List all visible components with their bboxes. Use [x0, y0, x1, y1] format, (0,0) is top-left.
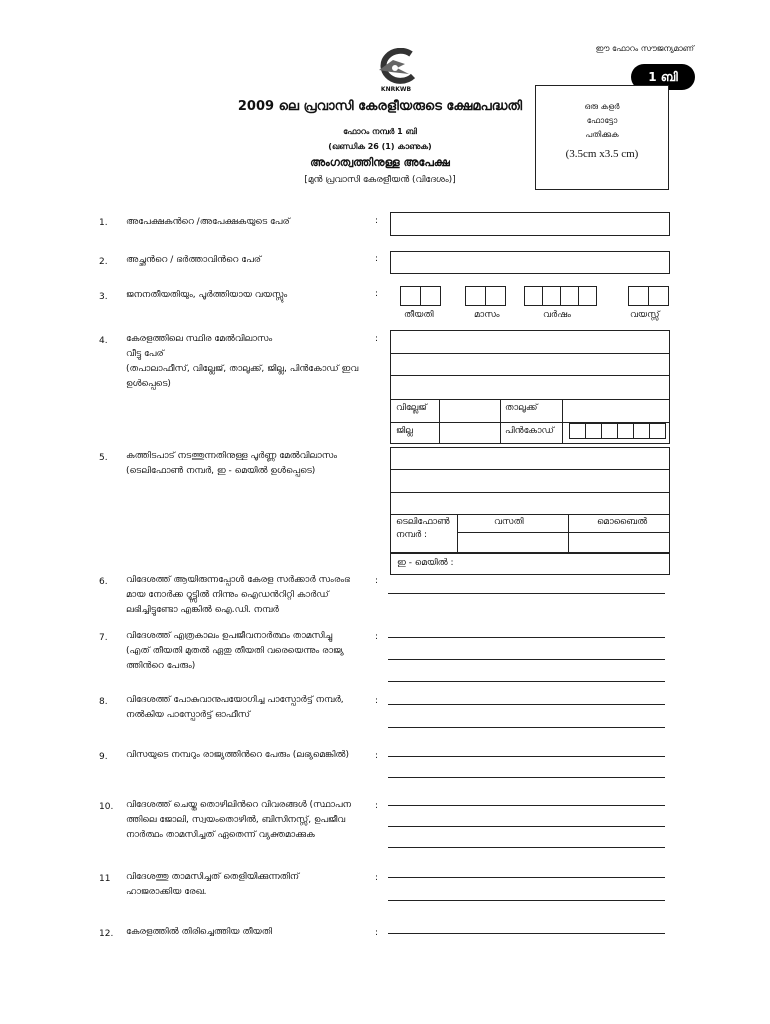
stay-duration-line[interactable]: [388, 659, 665, 660]
dob-year-label: വര്‍ഷം: [543, 310, 571, 320]
dob-date-label: തീയതി: [404, 310, 434, 320]
field-8-label-line-2: നല്‍കിയ പാസ്പോര്‍ട്ട് ഓഫീസ്: [126, 710, 251, 720]
field-11-label-line-2: ഹാജരാക്കിയ രേഖ.: [126, 887, 207, 897]
field-10-colon: :: [375, 801, 379, 811]
comm-address-line-input[interactable]: [391, 448, 669, 468]
dob-date-digit-1[interactable]: [400, 286, 421, 306]
house-name-input[interactable]: [391, 331, 669, 352]
dob-month-label: മാസം: [474, 310, 500, 320]
pincode-digit-4[interactable]: [617, 423, 634, 439]
field-12-label: കേരളത്തില്‍ തിരിച്ചെത്തിയ തീയതി: [126, 927, 272, 937]
pincode-digit-1[interactable]: [569, 423, 586, 439]
stay-duration-line[interactable]: [388, 681, 665, 682]
dob-date-digit-2[interactable]: [420, 286, 441, 306]
address-line-input[interactable]: [391, 353, 669, 374]
form-title: 2009 ലെ പ്രവാസി കേരളീയരുടെ ക്ഷേമപദ്ധതി: [237, 99, 523, 114]
field-3-label: ജനനതീയതിയും, പൂര്‍ത്തിയായ വയസ്സും: [126, 290, 288, 300]
mobile-label: മൊബൈല്‍: [597, 517, 648, 527]
applicant-name-input[interactable]: [390, 212, 670, 236]
photo-box[interactable]: [535, 85, 669, 190]
pincode-digit-3[interactable]: [601, 423, 618, 439]
age-digit-2[interactable]: [648, 286, 669, 306]
field-12-number: 12.: [99, 929, 114, 939]
field-4-label-line-4: ഉള്‍പ്പെടെ): [126, 379, 171, 389]
photo-size: (3.5cm x3.5 cm): [565, 148, 639, 160]
pincode-digit-5[interactable]: [633, 423, 650, 439]
taluk-label: താലൂക്ക്: [505, 403, 538, 413]
photo-instruction-2: ഫോട്ടോ: [586, 116, 618, 125]
field-11-colon: :: [375, 873, 379, 883]
field-11-number: 11: [99, 874, 111, 884]
divider: [439, 399, 440, 443]
field-8-label-line-1: വിദേശത്ത് പോകുവാനുപയോഗിച്ച പാസ്പോര്‍ട്ട് നമ്പര്‍,: [126, 695, 344, 705]
residence-phone-input[interactable]: [459, 533, 567, 551]
field-10-label-line-2: ത്തിലെ ജോലി, സ്വയംതൊഴില്‍, ബിസിനസ്സ്, ഉപജീവ: [126, 815, 346, 825]
dob-month-digit-1[interactable]: [465, 286, 486, 306]
comm-address-line-input[interactable]: [391, 492, 669, 513]
field-2-colon: :: [375, 254, 379, 264]
pincode-digit-2[interactable]: [585, 423, 602, 439]
field-3-colon: :: [375, 289, 379, 299]
logo-emblem-icon: [371, 48, 421, 84]
field-6-number: 6.: [99, 577, 108, 587]
comm-address-line-input[interactable]: [391, 469, 669, 491]
return-date-line[interactable]: [388, 933, 665, 934]
field-9-colon: :: [375, 751, 379, 761]
field-5-label-line-1: കത്തിടപാട് നടത്തുന്നതിനുള്ള പൂര്‍ണ്ണ മേല്‍വിലാസം: [126, 451, 338, 461]
field-5-number: 5.: [99, 453, 108, 463]
field-4-label-line-3: (തപാലാഫീസ്, വില്ലേജ്, താലൂക്ക്, ജില്ല, പിന്‍കോഡ് ഇവ: [126, 364, 359, 374]
job-details-line[interactable]: [388, 805, 665, 806]
rule-reference: (ഖണ്ഡിക 26 (1) കാണുക): [328, 142, 432, 151]
taluk-input[interactable]: [564, 400, 668, 420]
field-8-number: 8.: [99, 697, 108, 707]
logo-text: KNRKWB: [380, 86, 412, 93]
field-9-number: 9.: [99, 752, 108, 762]
form-subtitle: അംഗത്വത്തിനുള്ള അപേക്ഷ: [310, 156, 450, 169]
field-1-number: 1.: [99, 218, 108, 228]
field-7-colon: :: [375, 632, 379, 642]
field-7-label-line-2: (എത് തീയതി മുതല്‍ ഏതു തീയതി വരെയെന്നും രാജ്യ: [126, 646, 344, 656]
field-11-label-line-1: വിദേശത്തു താമസിച്ചത് തെളിയിക്കുന്നതിന്: [126, 872, 300, 882]
stay-duration-line[interactable]: [388, 637, 665, 638]
field-7-label-line-3: ത്തിന്‍റെ പേരും): [126, 661, 196, 671]
divider: [457, 514, 458, 552]
divider: [562, 399, 563, 443]
visa-line[interactable]: [388, 777, 665, 778]
visa-line[interactable]: [388, 756, 665, 757]
proof-document-line[interactable]: [388, 877, 665, 878]
field-10-label-line-3: നാര്‍ത്ഥം താമസിച്ചത് ഏതെന്ന് വ്യക്തമാക്കുക: [126, 830, 315, 840]
id-number-line[interactable]: [388, 593, 665, 594]
field-7-label-line-1: വിദേശത്ത് എത്രകാലം ഉപജീവനാര്‍ത്ഥം താമസിച്ചു: [126, 631, 333, 641]
dob-month-digit-2[interactable]: [485, 286, 506, 306]
job-details-line[interactable]: [388, 826, 665, 827]
field-6-colon: :: [375, 576, 379, 586]
age-digit-1[interactable]: [628, 286, 649, 306]
father-husband-name-input[interactable]: [390, 251, 670, 274]
field-7-number: 7.: [99, 633, 108, 643]
photo-instruction-3: പതിക്കുക: [585, 130, 619, 139]
passport-line[interactable]: [388, 704, 665, 705]
field-8-colon: :: [375, 696, 379, 706]
district-input[interactable]: [441, 422, 499, 442]
field-10-label-line-1: വിദേശത്ത് ചെയ്ത തൊഴിലിന്‍റെ വിവരങ്ങള്‍ (സ്ഥാപന: [126, 800, 351, 810]
field-1-label: അപേക്ഷകന്‍റെ /അപേക്ഷകയുടെ പേര്: [126, 217, 290, 227]
divider: [500, 399, 501, 443]
field-3-number: 3.: [99, 292, 108, 302]
pincode-digit-6[interactable]: [649, 423, 666, 439]
form-number: ഫോറം നമ്പര്‍ 1 ബി: [343, 127, 417, 136]
address-line-input[interactable]: [391, 375, 669, 397]
field-5-label-line-2: (ടെലിഫോണ്‍ നമ്പര്‍, ഇ - മെയില്‍ ഉള്‍പ്പെടെ): [126, 466, 316, 476]
phone-label-line-2: നമ്പര്‍ :: [396, 530, 428, 540]
field-1-colon: :: [375, 216, 379, 226]
photo-instruction-1: ഒരു കളര്‍: [584, 102, 620, 111]
courtesy-note: ഈ ഫോറം സൗജന്യമാണ്: [595, 44, 694, 53]
village-label: വില്ലേജ്: [396, 403, 427, 413]
job-details-line[interactable]: [388, 847, 665, 848]
field-4-number: 4.: [99, 336, 108, 346]
field-9-label: വിസയുടെ നമ്പറും രാജ്യത്തിന്‍റെ പേരും (ലഭ്യമെങ്കില്‍): [126, 750, 349, 760]
pincode-label: പിന്‍കോഡ്: [505, 426, 554, 436]
field-4-colon: :: [375, 334, 379, 344]
field-12-colon: :: [375, 928, 379, 938]
dob-year-digit-1[interactable]: [524, 286, 543, 306]
form-badge: 1 ബി: [631, 64, 695, 90]
field-2-number: 2.: [99, 257, 108, 267]
field-4-label-line-2: വീട്ടു പേര്: [126, 349, 164, 359]
logo: [371, 48, 421, 93]
district-label: ജില്ല: [396, 426, 413, 436]
mobile-input[interactable]: [570, 533, 668, 551]
dob-year-digit-3[interactable]: [560, 286, 579, 306]
address-divider: [391, 514, 669, 515]
field-2-label: അച്ഛന്‍റെ / ഭര്‍ത്താവിന്‍റെ പേര്: [126, 255, 262, 265]
age-label: വയസ്സ്: [630, 310, 660, 320]
proof-document-line[interactable]: [388, 900, 665, 901]
field-4-label-line-1: കേരളത്തിലെ സ്ഥിര മേല്‍വിലാസം: [126, 334, 273, 344]
phone-label-line-1: ടെലിഫോണ്‍: [396, 517, 450, 527]
dob-year-digit-2[interactable]: [542, 286, 561, 306]
divider: [568, 514, 569, 552]
village-input[interactable]: [441, 400, 499, 420]
email-input[interactable]: [390, 553, 670, 575]
dob-year-digit-4[interactable]: [578, 286, 597, 306]
field-6-label-line-3: ലഭിച്ചിട്ടുണ്ടോ എങ്കില്‍ ഐ.ഡി. നമ്പര്‍: [126, 605, 279, 615]
field-10-number: 10.: [99, 802, 114, 812]
passport-line[interactable]: [388, 727, 665, 728]
email-label: ഇ - മെയില്‍ :: [397, 558, 454, 568]
applicant-category: [മുന്‍ പ്രവാസി കേരളീയന്‍ (വിദേശം)]: [304, 175, 456, 185]
field-6-label-line-2: മായ നോര്‍ക്ക റൂട്ട്സില്‍ നിന്നും ഐഡന്‍റിറ്റി കാര്‍ഡ്: [126, 590, 329, 600]
residence-phone-label: വസതി: [494, 517, 524, 527]
field-6-label-line-1: വിദേശത്ത് ആയിരുന്നപ്പോള്‍ കേരള സര്‍ക്കാര്‍ സംരംഭ: [126, 575, 350, 585]
